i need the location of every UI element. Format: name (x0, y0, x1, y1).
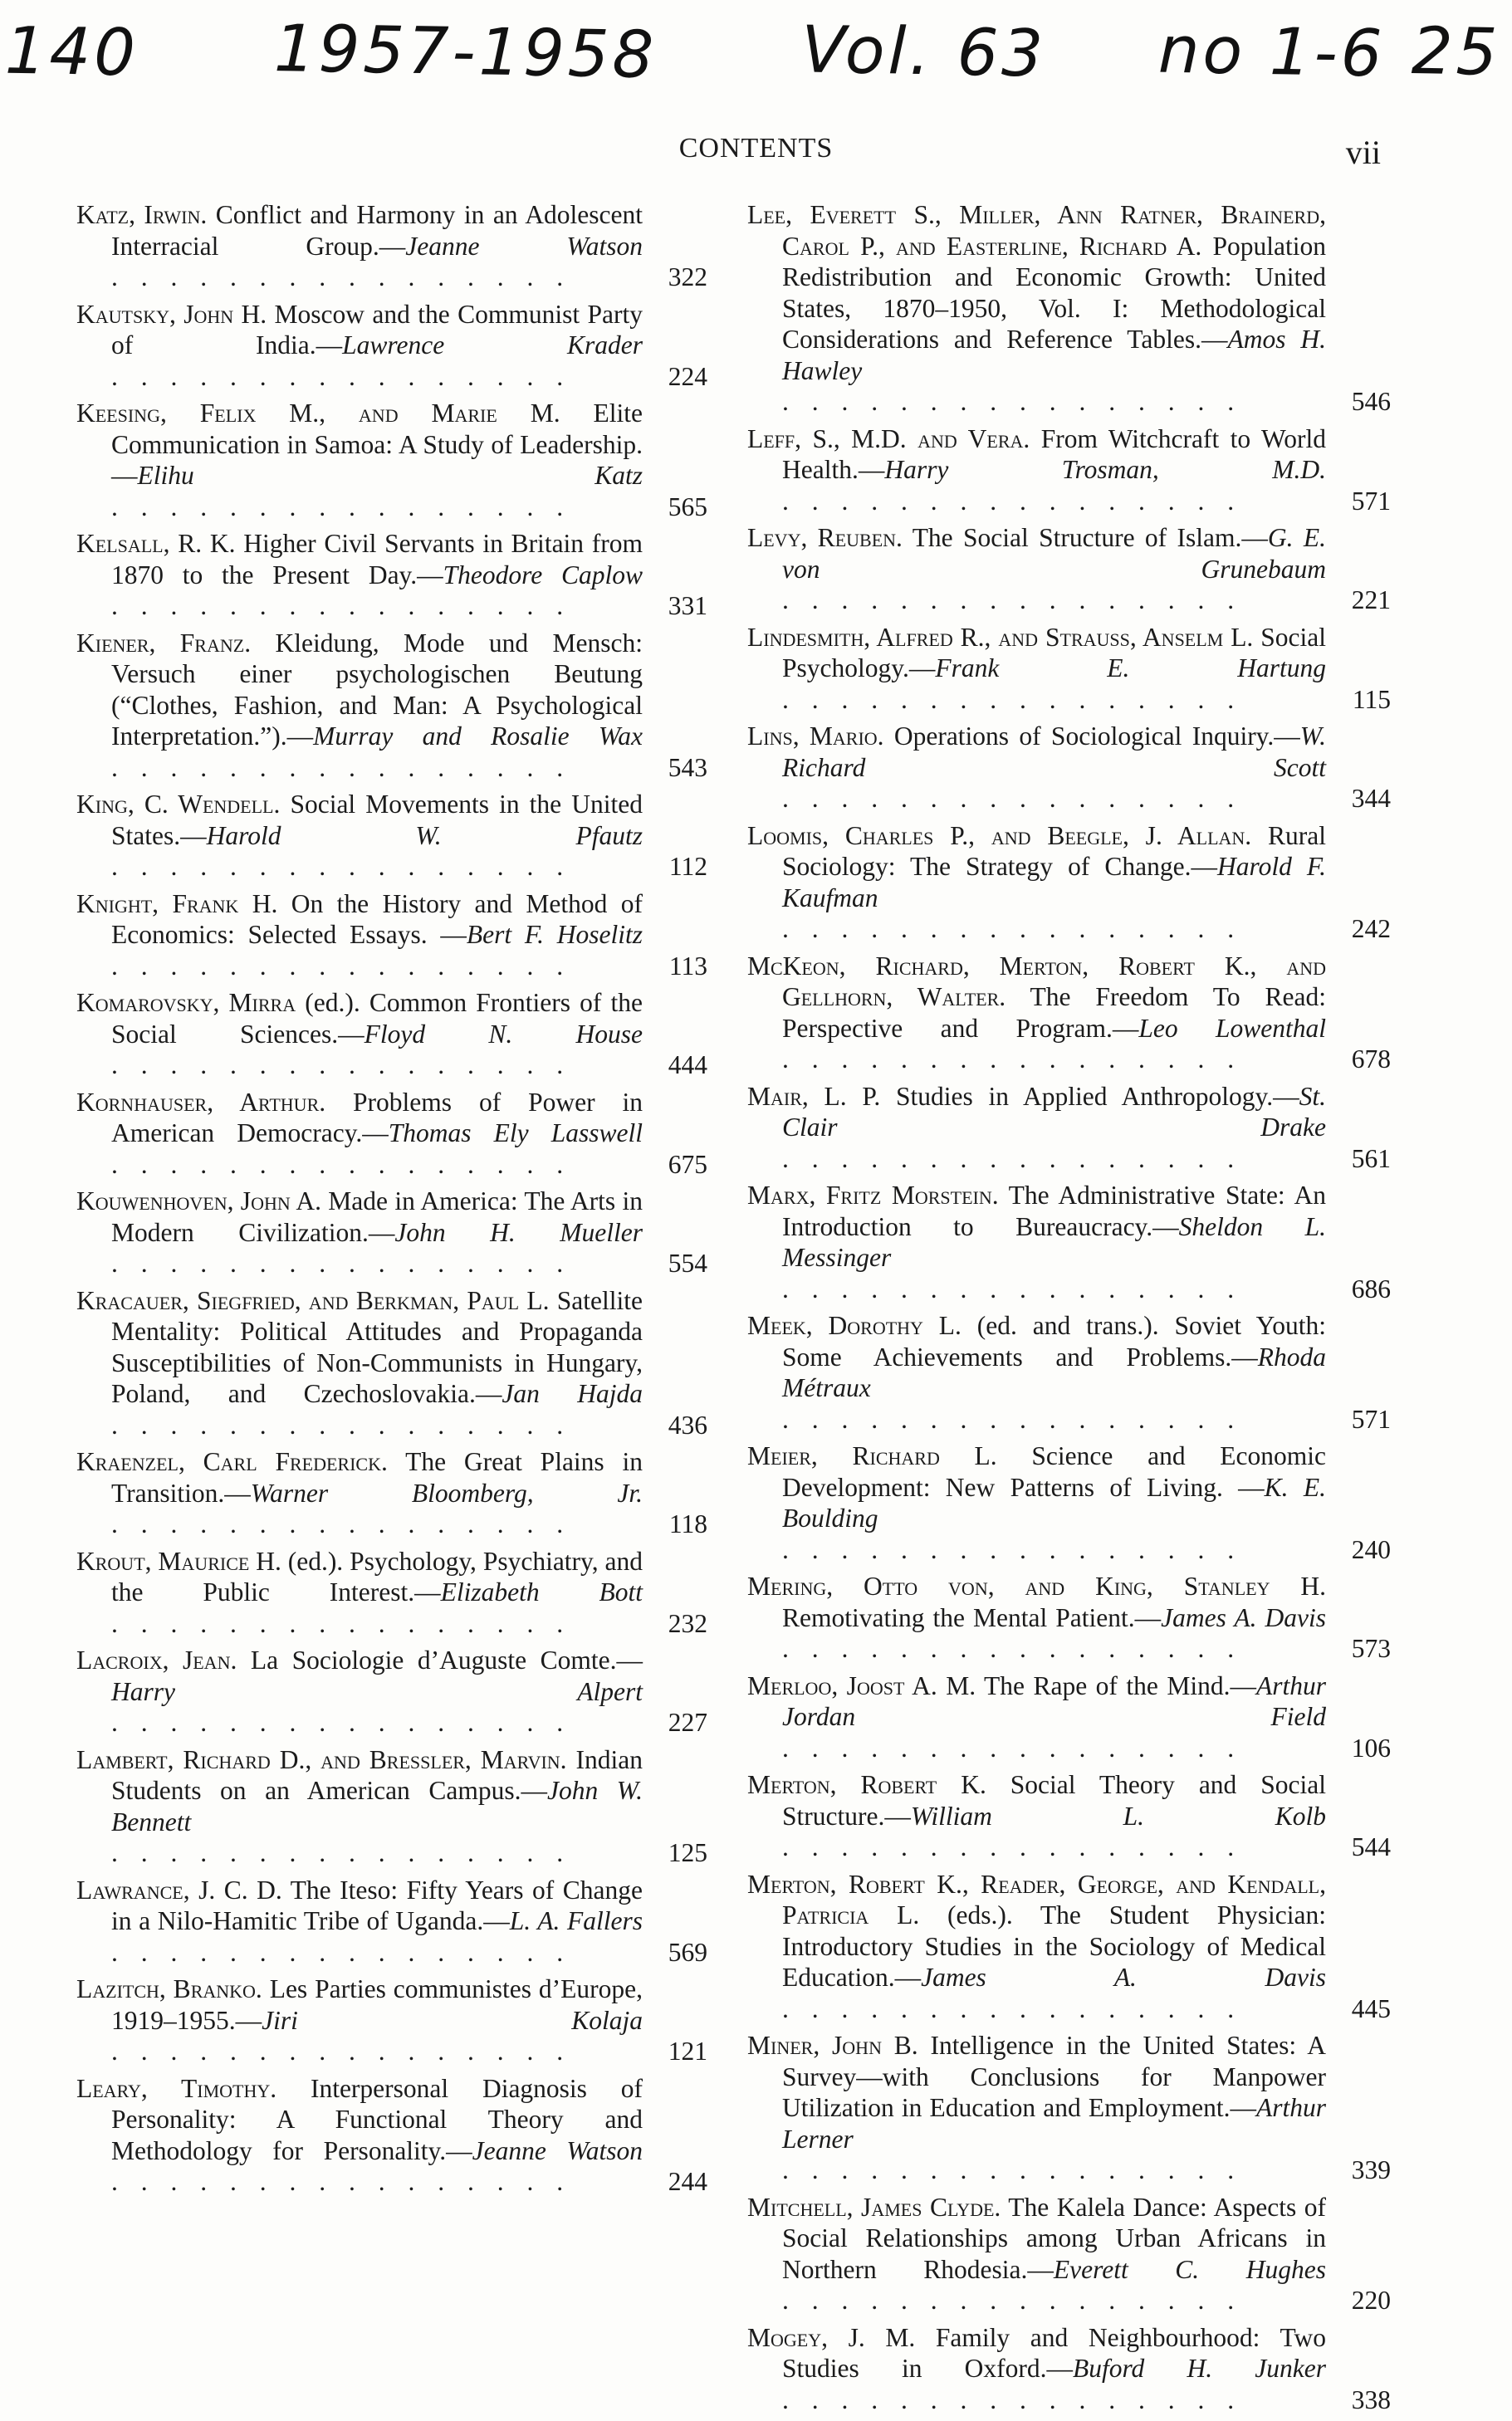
entry-title: Problems of Power in American Democracy.— (111, 1087, 643, 1147)
entry-title: The Great Plains in Transition.— (111, 1447, 643, 1508)
entry-title: Higher Civil Servants in Britain from 1870 to the Present Day.— (111, 529, 643, 589)
entry-reviewer: W. Richard Scott (782, 721, 1327, 782)
contents-entry (76, 1087, 707, 1181)
contents-entry (76, 299, 707, 393)
entry-reviewer: Buford H. Junker (1072, 2354, 1326, 2383)
leader-dots: . . . . . . . . . . . . . . . . (111, 1937, 572, 1967)
entry-reviewer: Warner Bloomberg, Jr. (250, 1478, 643, 1508)
contents-entry (747, 1440, 1391, 1565)
entry-reviewer: Elizabeth Bott (440, 1577, 643, 1607)
entry-title: Social Psychology.— (782, 622, 1326, 682)
leader-dots: . . . . . . . . . . . . . . . . (782, 585, 1243, 614)
contents-entry (747, 1180, 1391, 1304)
entry-page-number: 224 (668, 361, 707, 391)
entry-page-number: 569 (668, 1937, 707, 1967)
entry-reviewer: Jeanne Watson (472, 2135, 643, 2165)
leader-dots: . . . . . . . . . . . . . . . . (782, 1634, 1243, 1663)
entry-reviewer: Arthur Jordan Field (782, 1670, 1327, 1731)
entry-page-number: 543 (668, 752, 707, 782)
entry-author: Meek, Dorothy L. (747, 1311, 962, 1340)
entry-author: Lindesmith, Alfred R., and Strauss, Anselm L. (747, 622, 1254, 652)
contents-entry (747, 951, 1391, 1075)
contents-entry (76, 528, 707, 622)
entry-reviewer: Arthur Lerner (782, 2093, 1326, 2154)
handwritten-ref: 140 (4, 13, 139, 91)
leader-dots: . . . . . . . . . . . . . . . . (111, 1608, 572, 1638)
leader-dots: . . . . . . . . . . . . . . . . (782, 1143, 1243, 1173)
leader-dots: . . . . . . . . . . . . . . . . (111, 951, 572, 981)
entry-reviewer: Lawrence Krader (342, 330, 643, 359)
contents-entry (747, 1310, 1391, 1435)
entry-author: Mogey, J. M. (747, 2322, 916, 2352)
entry-author: Mering, Otto von, and King, Stanley H. (747, 1572, 1326, 1601)
entry-author: Leff, S., M.D. and Vera. (747, 423, 1030, 453)
entry-page-number: 544 (1351, 1832, 1391, 1861)
entry-page-number: 242 (1351, 914, 1391, 943)
leader-dots: . . . . . . . . . . . . . . . . (782, 1274, 1243, 1303)
leader-dots: . . . . . . . . . . . . . . . . (111, 492, 572, 521)
leader-dots: . . . . . . . . . . . . . . . . (782, 2286, 1243, 2315)
entry-reviewer: L. A. Fallers (509, 1906, 643, 1935)
entry-page-number: 573 (1351, 1634, 1391, 1663)
entry-title: Indian Students on an American Campus.— (111, 1744, 643, 1805)
entry-author: Loomis, Charles P., and Beegle, J. Allan. (747, 820, 1252, 850)
leader-dots: . . . . . . . . . . . . . . . . (111, 262, 572, 291)
entry-title: La Sociologie d’Auguste Comte.— (237, 1646, 643, 1675)
entry-reviewer: James A. Davis (1161, 1602, 1326, 1632)
entry-page-number: 331 (668, 591, 707, 620)
entry-author: Merton, Robert K. (747, 1770, 986, 1799)
leader-dots: . . . . . . . . . . . . . . . . (782, 2155, 1243, 2184)
contents-entry (76, 1446, 707, 1540)
entry-reviewer: Harry Alpert (111, 1676, 643, 1706)
entry-author: Keesing, Felix M., and Marie M. (76, 399, 560, 428)
entry-reviewer: Rhoda Métraux (782, 1342, 1326, 1402)
leader-dots: . . . . . . . . . . . . . . . . (782, 1733, 1243, 1763)
contents-columns (76, 199, 1391, 2414)
contents-entry (747, 2030, 1391, 2186)
entry-author: Merton, Robert K., Reader, George, and Kendall, Patricia L. (747, 1869, 1326, 1929)
entry-page-number: 106 (1351, 1733, 1391, 1763)
entry-reviewer: Jan Hajda (502, 1379, 643, 1408)
handwritten-years: 1957-1958 (273, 11, 658, 94)
entry-reviewer: William L. Kolb (910, 1801, 1326, 1831)
contents-entry (747, 1769, 1391, 1863)
entry-page-number: 445 (1351, 1993, 1391, 2023)
entry-author: Kelsall, R. K. (76, 529, 236, 558)
handwritten-mark: 25 (1411, 14, 1502, 90)
entry-page-number: 678 (1351, 1044, 1391, 1074)
entry-reviewer: Harold F. Kaufman (782, 852, 1326, 912)
entry-reviewer: Frank E. Hartung (935, 653, 1326, 682)
entry-title: The Rape of the Mind.— (976, 1670, 1256, 1700)
entry-reviewer: Sheldon L. Messinger (782, 1211, 1326, 1272)
entry-page-number: 554 (668, 1249, 707, 1278)
entry-page-number: 244 (668, 2167, 707, 2196)
leader-dots: . . . . . . . . . . . . . . . . (111, 752, 572, 782)
entry-author: Merloo, Joost A. M. (747, 1670, 976, 1700)
leader-dots: . . . . . . . . . . . . . . . . (782, 1993, 1243, 2023)
entry-page-number: 220 (1351, 2286, 1391, 2315)
entry-title: (ed. and trans.). Soviet Youth: Some Achievements and Problems.— (782, 1311, 1326, 1372)
handwritten-volume: Vol. 63 (800, 12, 1047, 92)
entry-page-number: 339 (1351, 2155, 1391, 2184)
entry-title: The Administrative State: An Introduction to Bureaucracy.— (782, 1181, 1326, 1241)
entry-title: Satellite Mentality: Political Attitudes and Propaganda Susceptibilities of Non-Communists in Hungary, Poland, and Czechoslovakia.— (111, 1285, 643, 1408)
leader-dots: . . . . . . . . . . . . . . . . (782, 1044, 1243, 1074)
entry-title: (ed.). Psychology, Psychiatry, and the Public Interest.— (111, 1546, 643, 1607)
entry-author: Lambert, Richard D., and Bressler, Marvin. (76, 1744, 567, 1774)
entry-page-number: 115 (1352, 684, 1391, 714)
entry-title: Remotivating the Mental Patient.— (782, 1602, 1162, 1632)
entry-title: Science and Economic Development: New Patterns of Living. — (782, 1441, 1326, 1502)
entry-author: Komarovsky, Mirra (76, 988, 296, 1017)
leader-dots: . . . . . . . . . . . . . . . . (111, 1708, 572, 1737)
entry-author: Lee, Everett S., Miller, Ann Ratner, Brainerd, Carol P., and Easterline, Richard A. (747, 200, 1326, 261)
entry-title: The Social Structure of Islam.— (902, 523, 1268, 552)
contents-entry (747, 199, 1391, 418)
entry-reviewer: James A. Davis (921, 1963, 1326, 1992)
entry-title: Interpersonal Diagnosis of Personality: A Functional Theory and Methodology for Personality.— (111, 2073, 643, 2165)
entry-page-number: 240 (1351, 1534, 1391, 1564)
leader-dots: . . . . . . . . . . . . . . . . (111, 852, 572, 881)
contents-entry (76, 628, 707, 784)
contents-entry (76, 199, 707, 293)
entry-author: Leary, Timothy. (76, 2073, 277, 2103)
contents-entry (747, 1081, 1391, 1175)
leader-dots: . . . . . . . . . . . . . . . . (111, 2167, 572, 2196)
entry-reviewer: Harry Trosman, M.D. (884, 455, 1326, 484)
contents-entry (76, 1744, 707, 1869)
entry-author: Lazitch, Branko. (76, 1974, 262, 2003)
entry-author: Levy, Reuben. (747, 523, 903, 552)
entry-reviewer: Jeanne Watson (405, 231, 643, 261)
entry-author: King, C. Wendell. (76, 790, 281, 819)
entry-reviewer: Jiri Kolaja (262, 2005, 643, 2035)
leader-dots: . . . . . . . . . . . . . . . . (111, 1249, 572, 1278)
leader-dots: . . . . . . . . . . . . . . . . (782, 1404, 1243, 1434)
entry-page-number: 121 (668, 2037, 707, 2066)
entry-page-number: 118 (668, 1509, 707, 1538)
entry-reviewer: Theodore Caplow (443, 560, 643, 589)
leader-dots: . . . . . . . . . . . . . . . . (111, 1838, 572, 1867)
entry-title: Social Movements in the United States.— (111, 790, 643, 850)
entry-reviewer: Everett C. Hughes (1053, 2254, 1327, 2284)
entry-title: Moscow and the Communist Party of India.— (111, 299, 643, 359)
contents-entry (747, 1670, 1391, 1764)
entry-title: Kleidung, Mode und Mensch: Versuch einer psychologischen Beutung (“Clothes, Fashion, and Man: A Psychological Interpretation.”).— (111, 628, 643, 751)
entry-author: Kautsky, John H. (76, 299, 267, 329)
entry-title: From Witchcraft to World Health.— (782, 423, 1326, 484)
leader-dots: . . . . . . . . . . . . . . . . (782, 2384, 1243, 2414)
contents-entry (747, 2322, 1391, 2416)
page-number: vii (1345, 134, 1381, 171)
entry-page-number: 675 (668, 1149, 707, 1179)
entry-page-number: 113 (668, 951, 707, 981)
leader-dots: . . . . . . . . . . . . . . . . (111, 1149, 572, 1179)
contents-entry (76, 1186, 707, 1279)
entry-author: Kouwenhoven, John A. (76, 1186, 321, 1215)
entry-author: Lawrance, J. C. D. (76, 1875, 282, 1905)
entry-title: Population Redistribution and Economic Growth: United States, 1870–1950, Vol. I: Methodological Considerations and Reference Tables.— (782, 231, 1326, 354)
entry-page-number: 112 (668, 852, 707, 881)
contents-entry (747, 721, 1391, 814)
entry-reviewer: St. Clair Drake (782, 1081, 1326, 1142)
entry-reviewer: John W. Bennett (111, 1776, 643, 1837)
entry-author: Mair, L. P. (747, 1081, 881, 1111)
entry-page-number: 565 (668, 492, 707, 521)
leader-dots: . . . . . . . . . . . . . . . . (111, 1050, 572, 1079)
entry-reviewer: Floyd N. House (364, 1019, 643, 1049)
contents-entry (76, 1973, 707, 2067)
entry-page-number: 686 (1351, 1274, 1391, 1303)
entry-page-number: 444 (668, 1050, 707, 1079)
entry-author: Knight, Frank H. (76, 888, 278, 918)
entry-page-number: 338 (1351, 2384, 1391, 2414)
entry-page-number: 227 (668, 1708, 707, 1737)
right-column (747, 199, 1391, 2421)
entry-title: On the History and Method of Economics: Selected Essays. — (111, 888, 643, 949)
handwritten-annotation (0, 0, 1512, 100)
entry-reviewer: John H. Mueller (394, 1217, 643, 1247)
contents-entry (76, 1875, 707, 1969)
entry-reviewer: G. E. von Grunebaum (782, 523, 1327, 584)
entry-author: Kracauer, Siegfried, and Berkman, Paul L. (76, 1285, 550, 1315)
leader-dots: . . . . . . . . . . . . . . . . (111, 591, 572, 620)
leader-dots: . . . . . . . . . . . . . . . . (111, 1509, 572, 1538)
entry-page-number: 571 (1351, 1404, 1391, 1434)
entry-reviewer: Thomas Ely Lasswell (388, 1118, 643, 1147)
entry-page-number: 344 (1351, 784, 1391, 813)
entry-page-number: 232 (668, 1608, 707, 1638)
entry-reviewer: Murray and Rosalie Wax (313, 721, 643, 751)
contents-entry (747, 423, 1391, 517)
entry-author: Krout, Maurice H. (76, 1546, 281, 1576)
entry-title: Studies in Applied Anthropology.— (880, 1081, 1299, 1111)
leader-dots: . . . . . . . . . . . . . . . . (782, 914, 1243, 943)
entry-author: Miner, John B. (747, 2031, 918, 2060)
contents-entry (76, 1285, 707, 1441)
entry-reviewer: Bert F. Hoselitz (466, 920, 643, 949)
contents-entry (76, 2073, 707, 2198)
entry-title: Intelligence in the United States: A Survey—with Conclusions for Manpower Utilization in Education and Employment.— (782, 2031, 1326, 2122)
entry-author: Kraenzel, Carl Frederick. (76, 1447, 388, 1476)
entry-author: McKeon, Richard, Merton, Robert K., and Gellhorn, Walter. (747, 951, 1326, 1011)
leader-dots: . . . . . . . . . . . . . . . . (782, 1832, 1243, 1861)
entry-title: (ed.). Common Frontiers of the Social Sciences.— (111, 988, 643, 1049)
leader-dots: . . . . . . . . . . . . . . . . (782, 486, 1243, 516)
leader-dots: . . . . . . . . . . . . . . . . (111, 361, 572, 391)
contents-entry (747, 1869, 1391, 2025)
leader-dots: . . . . . . . . . . . . . . . . (111, 2037, 572, 2066)
entry-author: Lacroix, Jean. (76, 1646, 237, 1675)
left-column (76, 199, 707, 2203)
entry-title: Conflict and Harmony in an Adolescent Interracial Group.— (111, 200, 643, 261)
entry-page-number: 571 (1351, 486, 1391, 516)
entry-reviewer: Elihu Katz (137, 461, 643, 490)
entry-title: (eds.). The Student Physician: Introductory Studies in the Sociology of Medical Education.— (782, 1900, 1326, 1992)
entry-page-number: 322 (668, 262, 707, 291)
contents-entry (76, 1546, 707, 1640)
entry-author: Marx, Fritz Morstein. (747, 1181, 999, 1210)
contents-entry (747, 522, 1391, 616)
entry-page-number: 561 (1351, 1143, 1391, 1173)
entry-reviewer: Harold W. Pfautz (206, 820, 643, 850)
contents-entry (747, 820, 1391, 945)
contents-entry (76, 888, 707, 982)
entry-title: Elite Communication in Samoa: A Study of Leadership.— (111, 399, 643, 490)
entry-author: Lins, Mario. (747, 721, 884, 751)
contents-entry (76, 987, 707, 1081)
entry-reviewer: Leo Lowenthal (1138, 1013, 1326, 1043)
entry-page-number: 221 (1351, 585, 1391, 614)
entry-page-number: 125 (668, 1838, 707, 1867)
contents-entry (747, 2192, 1391, 2316)
entry-reviewer: K. E. Boulding (782, 1472, 1326, 1533)
entry-author: Kiener, Franz. (76, 628, 252, 658)
entry-page-number: 546 (1351, 387, 1391, 416)
page-title: CONTENTS (678, 133, 834, 164)
entry-page-number: 436 (668, 1410, 707, 1440)
entry-author: Meier, Richard L. (747, 1441, 997, 1470)
entry-title: Family and Neighbourhood: Two Studies in Oxford.— (782, 2322, 1326, 2383)
entry-title: The Kalela Dance: Aspects of Social Relationships among Urban Africans in Northern Rhodesia.— (782, 2192, 1326, 2284)
entry-author: Kornhauser, Arthur. (76, 1087, 326, 1117)
entry-title: Les Parties communistes d’Europe, 1919–1955.— (111, 1974, 643, 2035)
entry-title: The Iteso: Fifty Years of Change in a Nilo-Hamitic Tribe of Uganda.— (111, 1875, 643, 1935)
entry-title: Social Theory and Social Structure.— (782, 1770, 1326, 1831)
entry-title: Operations of Sociological Inquiry.— (883, 721, 1300, 751)
leader-dots: . . . . . . . . . . . . . . . . (782, 387, 1243, 416)
entry-title: Made in America: The Arts in Modern Civilization.— (111, 1186, 643, 1247)
contents-entry (747, 1571, 1391, 1665)
leader-dots: . . . . . . . . . . . . . . . . (111, 1410, 572, 1440)
leader-dots: . . . . . . . . . . . . . . . . (782, 1534, 1243, 1564)
entry-title: Rural Sociology: The Strategy of Change.— (782, 820, 1326, 881)
entry-author: Katz, Irwin. (76, 200, 208, 229)
handwritten-numbers: no 1-6 (1157, 12, 1387, 92)
entry-reviewer: Amos H. Hawley (782, 325, 1326, 385)
contents-entry (76, 1645, 707, 1739)
leader-dots: . . . . . . . . . . . . . . . . (782, 784, 1243, 813)
contents-entry (76, 398, 707, 522)
leader-dots: . . . . . . . . . . . . . . . . (782, 684, 1243, 714)
entry-author: Mitchell, James Clyde. (747, 2192, 1001, 2222)
entry-title: The Freedom To Read: Perspective and Program.— (782, 982, 1326, 1043)
contents-entry (76, 789, 707, 883)
running-head (0, 133, 1512, 174)
contents-entry (747, 622, 1391, 716)
